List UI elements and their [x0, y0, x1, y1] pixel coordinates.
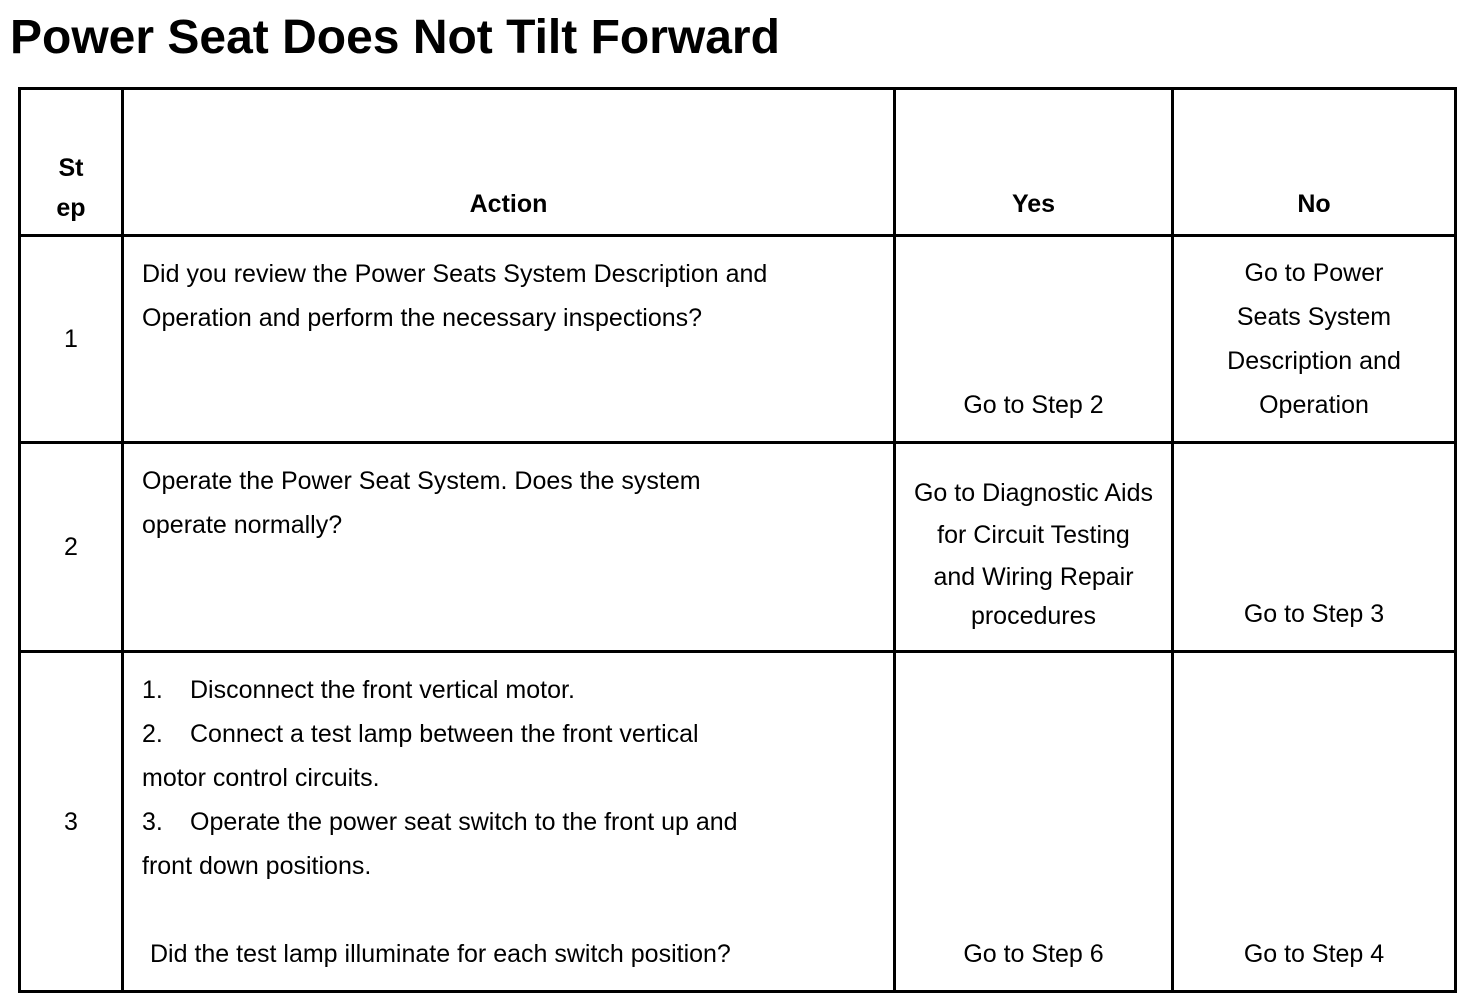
procedure-item	[142, 712, 883, 800]
step-column-header	[20, 89, 123, 236]
no-result-line: Go to Power	[1244, 259, 1384, 287]
yes-result-line: Go to Diagnostic Aids	[913, 479, 1153, 507]
procedure-item-number: 3.	[142, 808, 163, 836]
action-text-line: Did you review the Power Seats System Description and	[142, 260, 768, 288]
procedure-item-number: 1.	[142, 676, 163, 704]
step-header-line-2: ep	[56, 194, 86, 222]
yes-cell	[895, 443, 1173, 652]
yes-cell	[895, 236, 1173, 443]
yes-result-line: and Wiring Repair	[933, 563, 1134, 591]
no-cell	[1173, 236, 1456, 443]
action-cell	[123, 443, 895, 652]
table-header-row	[20, 89, 1456, 236]
procedure-item	[142, 668, 883, 712]
no-result-line: Description and	[1227, 347, 1401, 375]
procedure-item	[142, 800, 883, 888]
step-number: 2	[20, 443, 123, 652]
no-cell	[1173, 443, 1456, 652]
no-result-line: Operation	[1259, 391, 1369, 419]
yes-cell	[895, 652, 1173, 992]
page-title: Power Seat Does Not Tilt Forward	[10, 11, 780, 64]
procedure-item-text: Disconnect the front vertical motor.	[190, 676, 575, 704]
procedure-item-text: Operate the power seat switch to the front up and	[190, 808, 738, 836]
procedure-list	[142, 668, 883, 888]
no-result: Go to Step 3	[1243, 600, 1385, 628]
no-result: Go to Step 4	[1243, 940, 1385, 968]
action-question: Did the test lamp illuminate for each switch position?	[150, 940, 731, 968]
yes-result	[896, 472, 1171, 634]
step-header-line-1: St	[58, 154, 84, 182]
table-row	[20, 443, 1456, 652]
procedure-item-continuation: motor control circuits.	[142, 764, 380, 792]
action-text-line: operate normally?	[142, 511, 343, 539]
no-result-line: Seats System	[1236, 303, 1392, 331]
step-number: 3	[20, 652, 123, 992]
action-column-header: Action	[123, 89, 895, 236]
action-cell	[123, 236, 895, 443]
step-number: 1	[20, 236, 123, 443]
diagnostic-table	[18, 87, 1457, 993]
table-row	[20, 236, 1456, 443]
action-cell	[123, 652, 895, 992]
yes-column-header: Yes	[895, 89, 1173, 236]
yes-result-line: procedures	[970, 602, 1097, 630]
procedure-item-text: Connect a test lamp between the front vertical	[190, 720, 699, 748]
no-cell	[1173, 652, 1456, 992]
no-column-header: No	[1173, 89, 1456, 236]
action-text-line: Operation and perform the necessary inspections?	[142, 304, 703, 332]
yes-result: Go to Step 2	[963, 391, 1104, 419]
procedure-item-number: 2.	[142, 720, 163, 748]
action-text-line: Operate the Power Seat System. Does the system	[142, 467, 701, 495]
yes-result-line: for Circuit Testing	[937, 521, 1130, 549]
yes-result: Go to Step 6	[963, 940, 1104, 968]
no-result	[1174, 251, 1454, 427]
table-row	[20, 652, 1456, 992]
procedure-item-continuation: front down positions.	[142, 852, 372, 880]
